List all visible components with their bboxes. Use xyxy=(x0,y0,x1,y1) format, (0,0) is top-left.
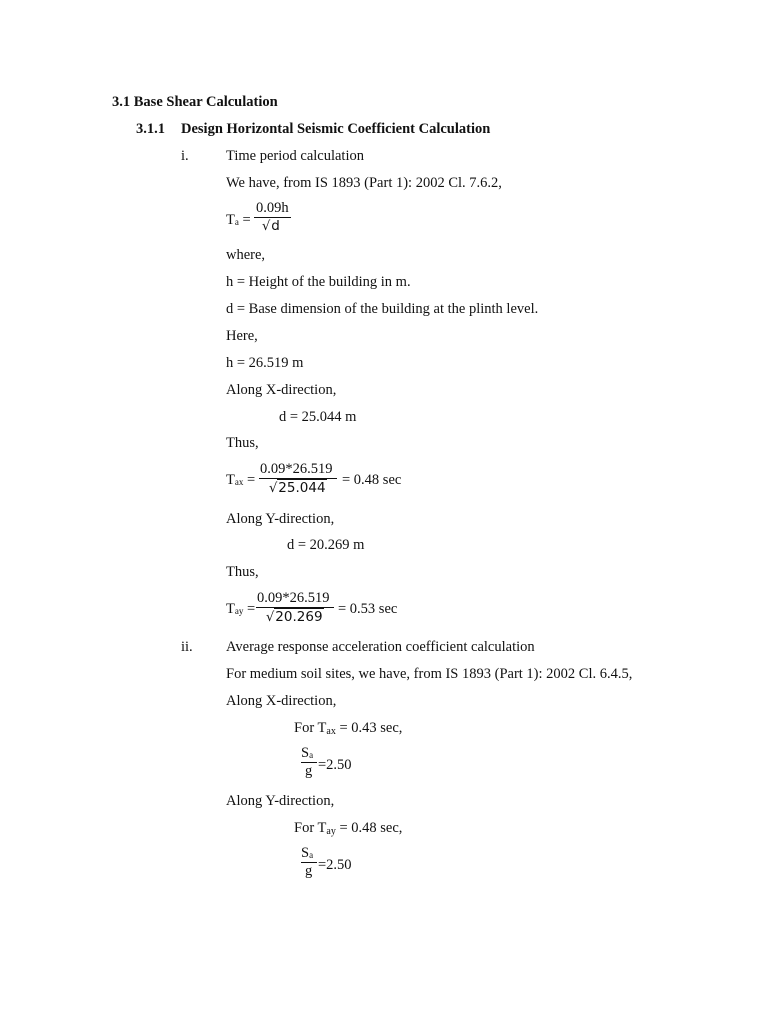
for-tay-line: For $T_{ay} = 0.48$ sec, xyxy=(294,820,403,837)
sa-numerator: $S_a$ xyxy=(301,845,314,861)
g-denominator: g xyxy=(305,763,313,779)
along-x-label: Along X-direction, xyxy=(226,382,337,398)
ta-lhs: $T_a$ = xyxy=(226,212,251,228)
item-ii-title: Average response acceleration coefficient calculation xyxy=(226,639,535,655)
here-label: Here, xyxy=(226,328,258,344)
code-reference-2: For medium soil sites, we have, from IS 1893 (Part 1): 2002 Cl. 6.4.5, xyxy=(226,666,633,682)
h-value: h = 26.519 m xyxy=(226,355,304,371)
ta-denominator: √d xyxy=(262,218,280,234)
sa-g-result-y: =2.50 xyxy=(318,857,352,873)
ta-numerator: 0.09h xyxy=(256,200,289,216)
section-number: 3.1 xyxy=(112,94,131,110)
tay-result: = 0.53 sec xyxy=(338,601,398,617)
tax-result: = 0.48 sec xyxy=(342,472,402,488)
sqrt-icon: √ xyxy=(262,219,271,234)
code-reference: We have, from IS 1893 (Part 1): 2002 Cl. 7.6.2, xyxy=(226,175,502,191)
tax-numerator: 0.09*26.519 xyxy=(260,461,333,477)
tax-lhs: $T_{ax}$ = xyxy=(226,472,256,488)
item-i-marker: i. xyxy=(181,148,189,164)
sqrt-icon: √ xyxy=(266,610,275,625)
d-x-value: d = 25.044 m xyxy=(279,409,357,425)
thus-x-label: Thus, xyxy=(226,435,259,451)
tay-numerator: 0.09*26.519 xyxy=(257,590,330,606)
g-denominator: g xyxy=(305,863,313,879)
definition-d: d = Base dimension of the building at the plinth level. xyxy=(226,301,539,317)
along-y-label-2: Along Y-direction, xyxy=(226,793,335,809)
sqrt-icon: √ xyxy=(269,481,278,496)
sa-g-result-x: =2.50 xyxy=(318,757,352,773)
section-title: Base Shear Calculation xyxy=(133,94,278,110)
subsection-number: 3.1.1 xyxy=(136,121,165,137)
tax-denominator: √25.044 xyxy=(269,480,326,496)
definition-h: h = Height of the building in m. xyxy=(226,274,411,290)
where-label: where, xyxy=(226,247,266,263)
item-ii-marker: ii. xyxy=(181,639,193,655)
subsection-title: Design Horizontal Seismic Coefficient Calculation xyxy=(181,121,491,137)
along-x-label-2: Along X-direction, xyxy=(226,693,337,709)
tay-denominator: √20.269 xyxy=(266,609,323,625)
section-heading xyxy=(112,93,278,111)
thus-y-label: Thus, xyxy=(226,564,259,580)
d-y-value: d = 20.269 m xyxy=(287,537,365,553)
along-y-label: Along Y-direction, xyxy=(226,511,335,527)
item-i-title: Time period calculation xyxy=(226,148,364,164)
tay-lhs: $T_{ay}$ = xyxy=(226,601,256,617)
sa-numerator: $S_a$ xyxy=(301,745,314,761)
for-tax-line: For $T_{ax} = 0.43$ sec, xyxy=(294,720,403,737)
